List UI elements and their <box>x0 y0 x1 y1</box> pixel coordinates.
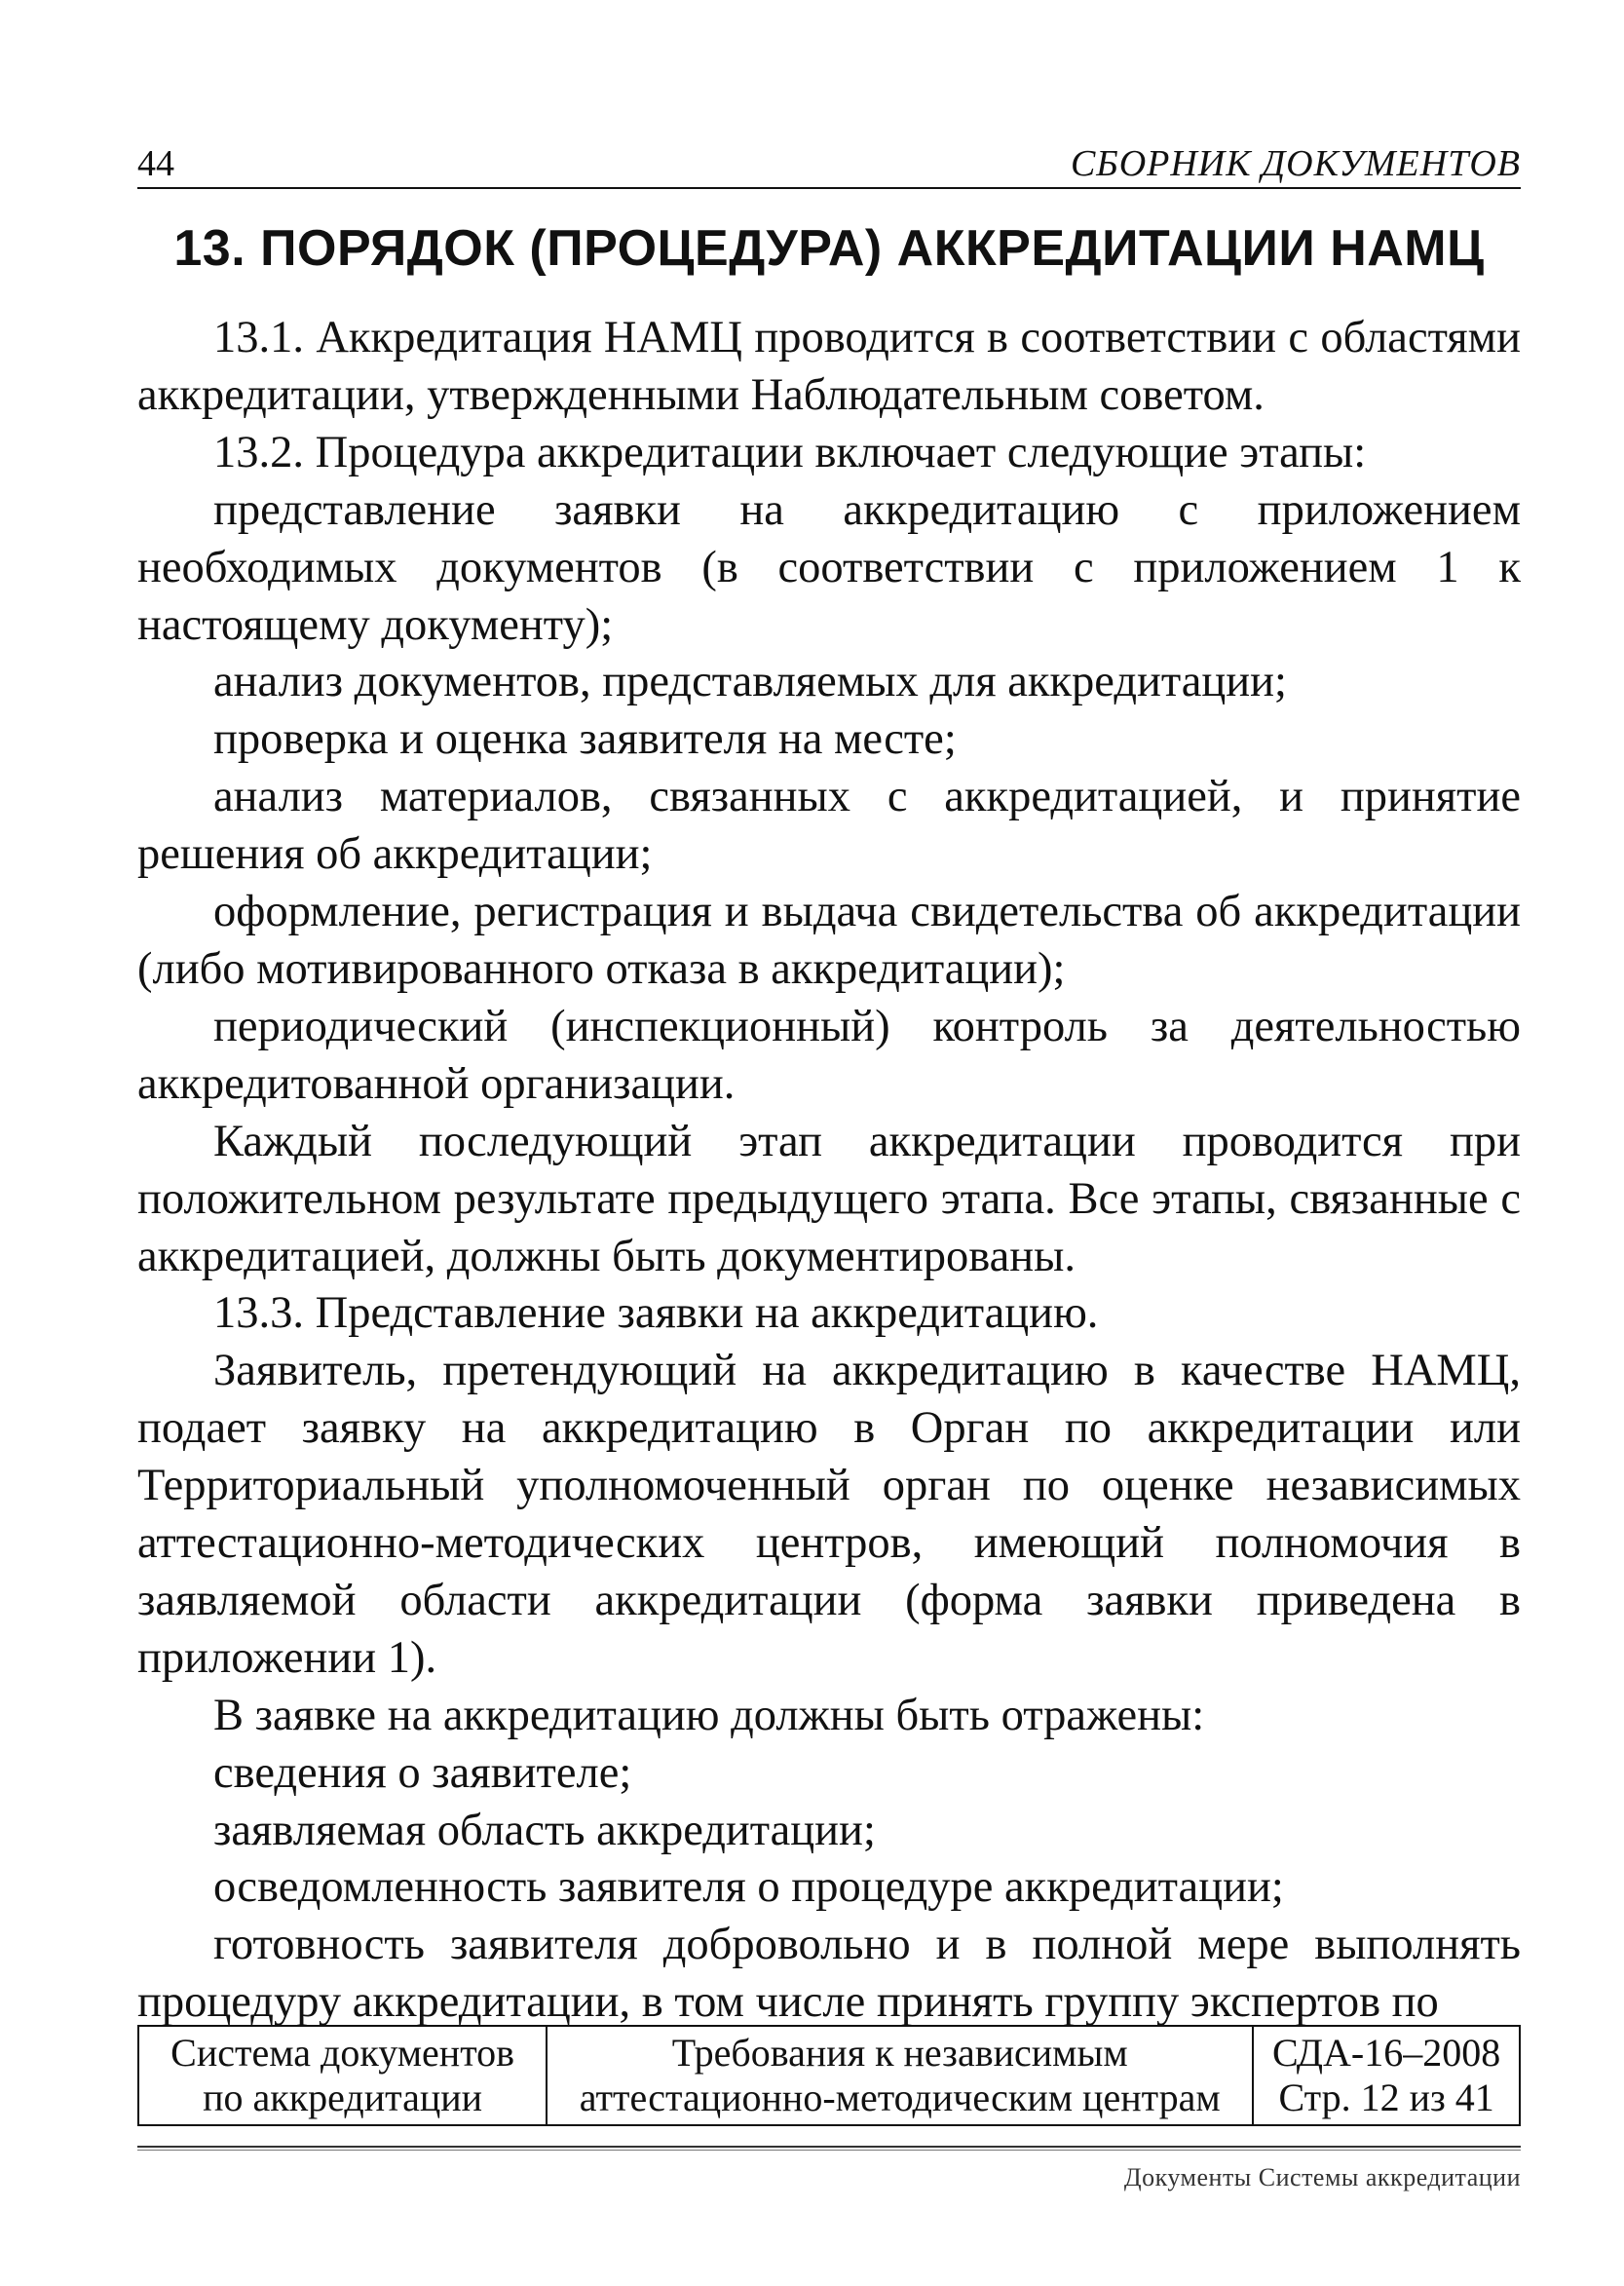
system-cell <box>138 2026 547 2125</box>
page-counter: Стр. 12 из 41 <box>1278 2076 1494 2119</box>
paragraph: заявляемая область аккредитации; <box>213 1805 876 1855</box>
document-title-line-1: Требования к независимым <box>671 2031 1128 2075</box>
paragraph: анализ документов, представляемых для аккредитации; <box>213 657 1287 707</box>
paragraph: 13.1. Аккредитация НАМЦ проводится в соответствии с областями аккредитации, утвержденными Наблюдательным советом. <box>137 313 1521 420</box>
page-number: 44 <box>137 143 174 184</box>
paragraph: В заявке на аккредитацию должны быть отражены: <box>213 1690 1205 1740</box>
system-line-1: Система документов <box>170 2031 515 2075</box>
footer-rule-thin <box>137 2150 1521 2151</box>
paragraph: осведомленность заявителя о процедуре аккредитации; <box>213 1862 1284 1913</box>
paragraph: проверка и оценка заявителя на месте; <box>213 714 957 765</box>
document-title-cell <box>547 2026 1253 2125</box>
running-title: СБОРНИК ДОКУМЕНТОВ <box>1070 143 1521 184</box>
paragraph: 13.3. Представление заявки на аккредитацию. <box>213 1288 1099 1339</box>
table-row <box>138 2026 1520 2125</box>
paragraph: 13.2. Процедура аккредитации включает следующие этапы: <box>213 427 1367 477</box>
code-cell <box>1253 2026 1520 2125</box>
paragraph: Каждый последующий этап аккредитации проводится при положительном результате предыдущего этапа. Все этапы, связанные с аккредитацией, должны быть документированы. <box>137 1116 1521 1281</box>
paragraph: периодический (инспекционный) контроль за деятельностью аккредитованной организации. <box>137 1001 1521 1109</box>
document-footer-table <box>137 2025 1521 2126</box>
paragraph: оформление, регистрация и выдача свидетельства об аккредитации (либо мотивированного отказа в аккредитации); <box>137 887 1521 994</box>
header-rule <box>137 187 1521 189</box>
paragraph: анализ материалов, связанных с аккредитацией, и принятие решения об аккредитации; <box>137 772 1521 880</box>
footer-rule <box>137 2146 1521 2148</box>
footer-caption: Документы Системы аккредитации <box>1123 2163 1521 2191</box>
section-title: 13. ПОРЯДОК (ПРОЦЕДУРА) АККРЕДИТАЦИИ НАМЦ <box>173 220 1485 277</box>
system-line-2: по аккредитации <box>203 2076 483 2119</box>
paragraph: Заявитель, претендующий на аккредитацию в качестве НАМЦ, подает заявку на аккредитацию в Орган по аккредитации или Территориальный уполномоченный орган по оценке независимых аттестационно-методических центров, имеющий полномочия в заявляемой области аккредитации (форма заявки приведена в приложении 1). <box>137 1346 1521 1683</box>
paragraph: готовность заявителя добровольно и в полной мере выполнять процедуру аккредитации, в том числе принять группу экспертов по <box>137 1920 1521 2028</box>
document-title-line-2: аттестационно-методическим центрам <box>579 2076 1221 2119</box>
paragraph: представление заявки на аккредитацию с приложением необходимых документов (в соответствии с приложением 1 к настоящему документу); <box>137 484 1521 650</box>
document-code: СДА-16–2008 <box>1272 2031 1501 2075</box>
page-header <box>137 139 1521 188</box>
paragraph: сведения о заявителе; <box>213 1747 632 1798</box>
body-text <box>137 310 1521 2032</box>
